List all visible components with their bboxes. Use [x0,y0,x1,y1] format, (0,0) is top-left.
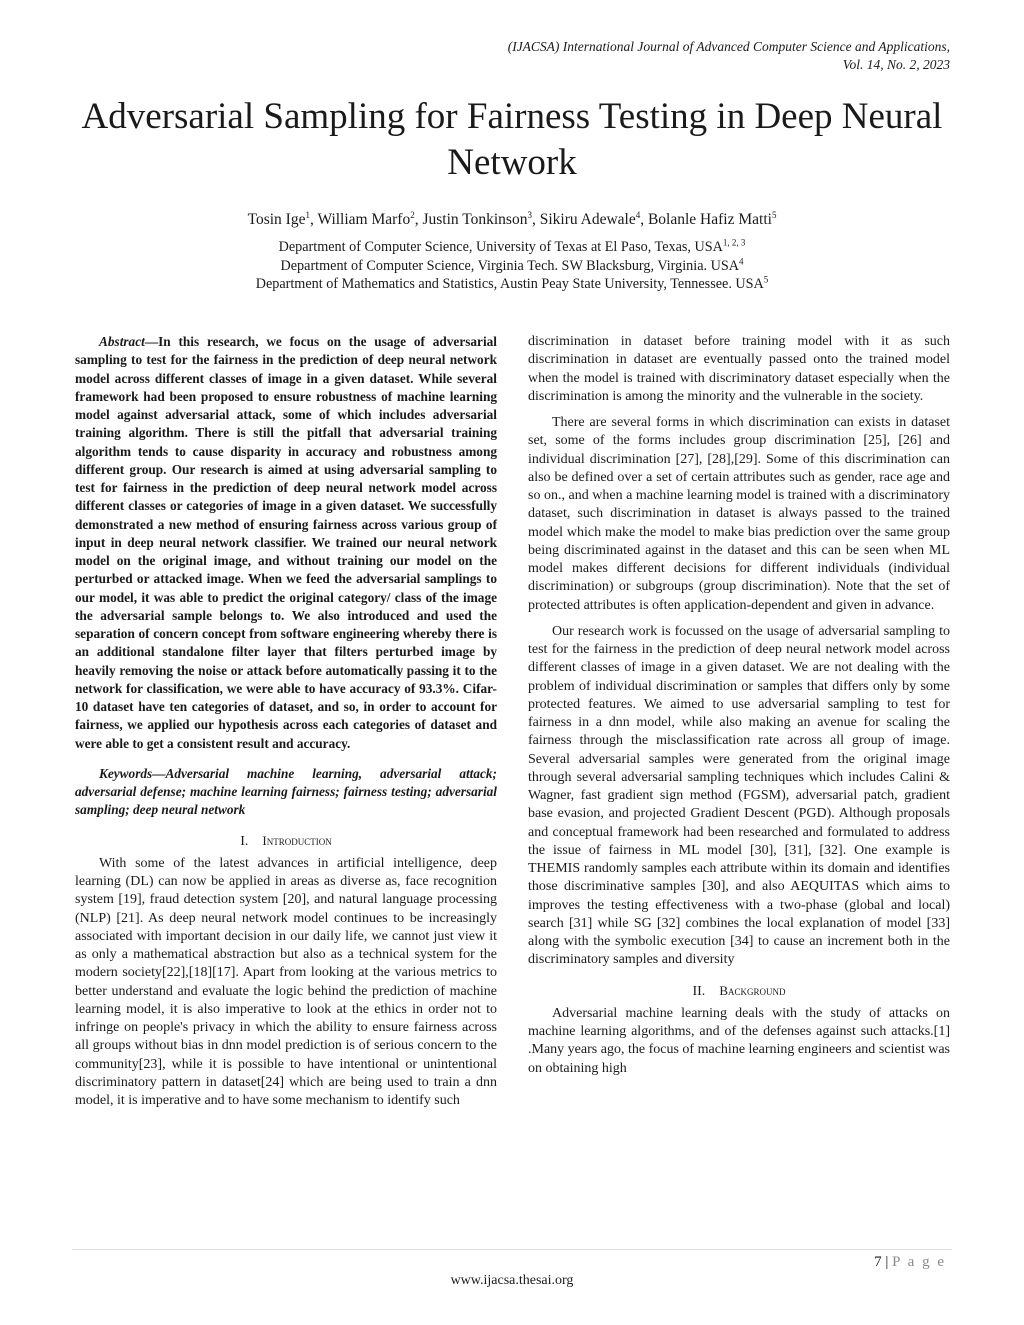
paper-title: Adversarial Sampling for Fairness Testing in Deep Neural Network [81,96,943,183]
abstract [75,333,497,753]
author-sup: 2 [410,209,415,220]
author: Bolanle Hafiz Matti [647,211,772,228]
paragraph: Our research work is focussed on the usage of adversarial sampling to test for the fairness in the prediction of deep neural network model across different classes of image in a given dataset. We are not dealing with the problem of individual discrimination or samples that differs only by some protected features. We aimed to use adversarial sampling to test for fairness in a dnn model, while also making an avenue for scaling the fairness through the misclassification rate across all group of image. Several adversarial samples were generated from the original image through several adversarial sampling techniques which includes Calini & Wagner, fast gradient sign method (FGSM), adversarial patch, gradient base evasion, and projected Gradient Descent (PGD). Although proposals and conceptual framework had been researched and formulated to address the issue of fairness in ML model [30], [31], [32]. One example is THEMIS randomly samples each attribute within its domain and identifies those discriminative samples [30], and also AEQUITAS which aims to improves the testing effectiveness with a two-phase (global and local) search [31] while SG [32] combines the local explanation of model [33] along with the symbolic execution [34] to cause an increment both in the discriminatory samples and diversity [528,623,950,968]
affiliation-sup: 1, 2, 3 [722,237,746,248]
left-column [75,333,497,1110]
abstract-dash: — [144,334,159,349]
section-title: Introduction [262,832,332,848]
page-separator: | [885,1254,889,1270]
section-heading-introduction [75,832,497,851]
affiliation [0,238,1024,257]
running-header [508,38,950,74]
author-list: Tosin Ige$^1$, William Marfo$^2$, Justin Tonkinson$^3$, Sikiru Adewale$^4$, Bolanle Hafiz Matti$^5$ [247,209,777,228]
footer-url[interactable]: www.ijacsa.thesai.org [450,1273,574,1288]
author: Tosin Ige [247,211,306,228]
page-number [874,1254,946,1271]
page-number-value: 7 [874,1254,882,1270]
abstract-label: Abstract [99,334,145,349]
section-number: II. [692,983,706,999]
affiliation-text: Department of Computer Science, University of Texas at El Paso, Texas, USA [278,239,723,255]
footer-divider [72,1249,952,1250]
author: Sikiru Adewale [539,211,636,228]
section-heading-background [528,982,950,1001]
affiliation-sup: 5 [763,274,769,285]
author: Justin Tonkinson [422,211,528,228]
keywords-text: Adversarial machine learning, adversarial attack; adversarial defense; machine learning fairness; fairness testing; adversarial sampling; deep neural network [75,765,497,818]
author: William Marfo [317,211,411,228]
paragraph: With some of the latest advances in artificial intelligence, deep learning (DL) can now be applied in areas as diverse as, face recognition system [19], fraud detection system [20], and natural language processing (NLP) [21]. As deep neural network model continues to be increasingly associated with important decision in our daily life, we cannot just view it as only a mathematical abstraction but also as a technical system for the modern society[22],[18][17]. Apart from looking at the various metrics to better understand and evaluate the logic behind the prediction of machine learning model, it is also imperative to look at the ethics in order not to infringe on people's privacy in which the ability to ensure fairness across all groups without bias in dnn model prediction is of serious concern to the community[23], while it is possible to have intentional or unintentional discriminatory pattern in dataset[24] which are being used to train a dnn model, it is imperative and to have some mechanism to identify such [75,855,497,1108]
keywords [75,765,497,820]
journal-name: (IJACSA) International Journal of Advanced Computer Science and Applications, [507,39,950,54]
author-sup: 4 [635,209,641,220]
section-title: Background [719,982,786,998]
section-number: I. [240,833,249,849]
abstract-text: In this research, we focus on the usage of adversarial sampling to test for the fairness in the prediction of deep neural network model across different classes of image in a given dataset. While several framework had been proposed to ensure robustness of machine learning model against adversarial attack, some of which includes adversarial training algorithm. There is still the pitfall that adversarial training algorithm tends to cause disparity in accuracy and robustness among different group. Our research is aimed at using adversarial sampling to test for fairness in the prediction of deep neural network model across different classes or categories of image in a given dataset. We successfully demonstrated a new method of ensuring fairness across various group of input in deep neural network classifier. We trained our neural network model on the original image, and without training our model on the perturbed or attacked image. When we feed the adversarial samplings to our model, it was able to predict the original category/ class of the image the adversarial sample belongs to. We also introduced and used the separation of concern concept from software engineering whereby there is an additional standalone filter layer that filters perturbed image by heavily removing the noise or attack before automatically passing it to the network for classification, we were able to have accuracy of 93.3%. Cifar-10 dataset have ten categories of dataset, and so, in order to account for fairness, we applied our hypothesis across each categories of dataset and were able to get a consistent result and accuracy. [75,334,497,751]
page-label: P a g e [892,1254,946,1270]
affiliation [0,275,1024,294]
affiliation [0,257,1024,276]
paragraph: Adversarial machine learning deals with the study of attacks on machine learning algorithms, and of the defenses against such attacks.[1] .Many years ago, the focus of machine learning engineers and scientist was on obtaining high [528,1005,950,1076]
keywords-label: Keywords— [99,765,166,781]
affiliation-text: Department of Computer Science, Virginia Tech. SW Blacksburg, Virginia. USA [280,257,739,274]
author-sup: 1 [305,209,310,220]
paragraph: discrimination in dataset before training model with it as such discrimination in dataset are eventually passed onto the trained model when the model is trained with discriminatory dataset especially when the discrimination is among the minority and the vulnerable in the society. [528,334,950,404]
right-column [528,333,950,1078]
journal-volume: Vol. 14, No. 2, 2023 [842,57,950,72]
author-sup: 5 [771,209,777,220]
affiliations [0,238,1024,294]
author-sup: 3 [527,209,532,220]
paragraph: There are several forms in which discrimination can exists in dataset set, some of the forms includes group discrimination [25], [26] and individual discrimination [27], [28],[29]. Some of this discrimination can also be defined over a set of certain attributes such as gender, race age and so on., and when a machine learning model is trained with a discriminatory dataset, such discrimination in dataset is always passed to the trained model which make the model to make bias prediction over the same group being discriminated against in the dataset and this can be seen when ML model makes different decisions for different individuals (individual discrimination) or subgroups (group discrimination). Note that the set of protected attributes is often application-dependent and given in advance. [528,415,950,613]
affiliation-sup: 4 [738,255,744,266]
affiliation-text: Department of Mathematics and Statistics, Austin Peay State University, Tennessee. USA [255,276,764,292]
